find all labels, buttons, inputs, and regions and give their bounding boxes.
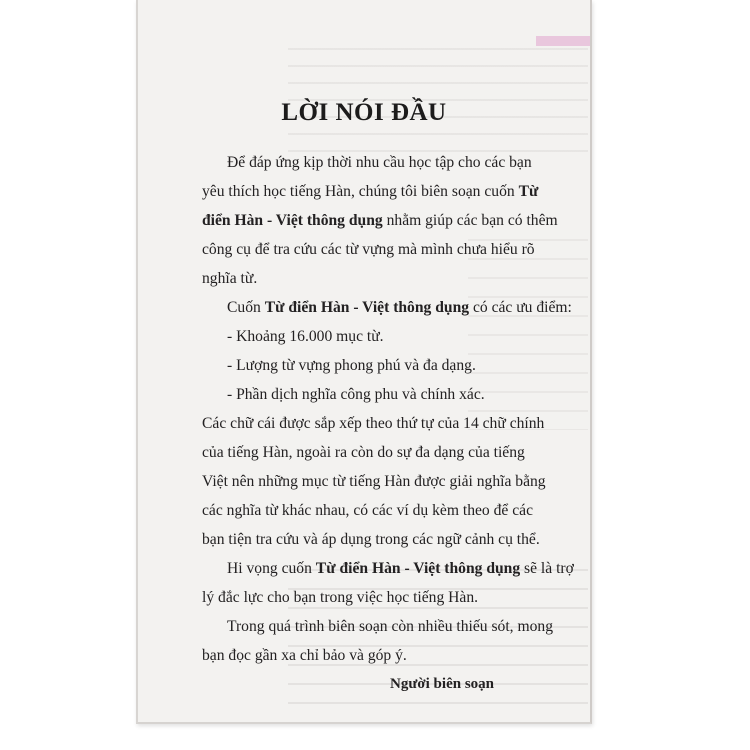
text-run: nhằm giúp các bạn có thêm: [386, 212, 558, 229]
book-title-bold: Từ điển Hàn - Việt thông dụng: [264, 299, 470, 316]
body-line: các nghĩa từ khác nhau, có các ví dụ kèm theo để các: [202, 502, 534, 519]
hope-line: lý đắc lực cho bạn trong việc học tiếng Hàn.: [202, 589, 479, 606]
body-line: Việt nên những mục từ tiếng Hàn được giải nghĩa bằng: [202, 473, 546, 490]
body-line: của tiếng Hàn, ngoài ra còn do sự đa dạng của tiếng: [202, 444, 525, 461]
intro-line: [202, 183, 538, 201]
bullet-item: - Khoảng 16.000 mục từ.: [227, 328, 384, 345]
closing-line: Trong quá trình biên soạn còn nhiều thiếu sót, mong: [227, 618, 553, 635]
text-run: Hi vọng cuốn: [227, 560, 312, 577]
book-title-bold: điển Hàn - Việt thông dụng: [202, 212, 383, 229]
book-title-bold: Từ: [518, 183, 539, 200]
signature: Người biên soạn: [390, 676, 494, 692]
closing-line: bạn đọc gần xa chỉ bảo và góp ý.: [202, 647, 407, 664]
bullet-item: - Phần dịch nghĩa công phu và chính xác.: [227, 386, 485, 403]
text-run: có các ưu điểm:: [472, 299, 572, 316]
body-line: Các chữ cái được sắp xếp theo thứ tự của 14 chữ chính: [202, 415, 545, 432]
text-run: Cuốn: [227, 299, 261, 316]
body-line: bạn tiện tra cứu và áp dụng trong các ngữ cảnh cụ thể.: [202, 531, 540, 548]
intro-line: công cụ để tra cứu các từ vựng mà mình chưa hiểu rõ: [202, 241, 535, 258]
text-run: yêu thích học tiếng Hàn, chúng tôi biên soạn cuốn: [202, 183, 515, 200]
bullet-item: - Lượng từ vựng phong phú và đa dạng.: [227, 357, 476, 374]
advantages-intro: [227, 299, 572, 317]
bleed-through-text: [468, 230, 588, 430]
text-run: sẽ là trợ: [524, 560, 574, 577]
intro-line: [202, 212, 558, 230]
intro-line: nghĩa từ.: [202, 270, 258, 287]
hope-line: [227, 560, 574, 578]
page-title: LỜI NÓI ĐẦU: [281, 99, 447, 126]
book-page: [136, 0, 592, 724]
intro-line: Để đáp ứng kịp thời nhu cầu học tập cho các bạn: [227, 154, 532, 171]
book-title-bold: Từ điển Hàn - Việt thông dụng: [315, 560, 521, 577]
